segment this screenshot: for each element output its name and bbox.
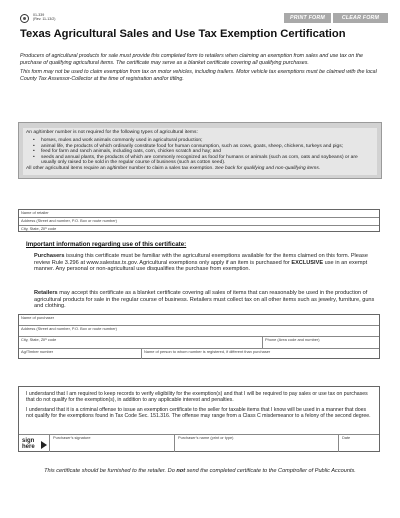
purchaser-phone-field[interactable]: Phone (Area code and number) bbox=[265, 337, 320, 342]
list-item: • seeds and annual plants, the products of which are commonly recognized as food for humans or animals (such as corn, oats and soybeans) or are usually only raised to be sold in the regular course of business (such as cotton seed). bbox=[33, 155, 373, 166]
form-header bbox=[20, 13, 390, 27]
retailer-section bbox=[18, 209, 380, 232]
date-field[interactable]: Date bbox=[342, 435, 351, 440]
ag-timber-number-field[interactable]: Ag/Timber number bbox=[21, 349, 54, 354]
form-title: Texas Agricultural Sales and Use Tax Exemption Certification bbox=[20, 28, 346, 40]
purchaser-signature-field[interactable]: Purchaser's signature bbox=[53, 435, 91, 440]
list-item: • horses, mules and work animals commonly used in agricultural production; bbox=[33, 138, 373, 144]
purchaser-name-field[interactable]: Name of purchaser bbox=[21, 315, 55, 320]
list-item: • feed for farm and ranch animals, including oats, corn, chicken scratch and hay; and bbox=[33, 149, 373, 155]
clear-form-button[interactable]: CLEAR FORM bbox=[333, 13, 388, 23]
intro-paragraph-2: This form may not be used to claim exemption from tax on motor vehicles, including trailers. Motor vehicle tax exemptions must be claimed with the local County Tax Assessor-Collector at the time of registration and/or titling. bbox=[20, 69, 377, 82]
retailer-address-field[interactable]: Address (Street and number, P.O. Box or route number) bbox=[21, 218, 117, 223]
certification-statement-1: I understand that I am required to keep records to verify eligibility for the exemption(s) and that I will be required to pay sales or use tax on purchases that do not qualify for the exemption(s), in addition to any applicable interest and penalties. bbox=[26, 391, 368, 404]
intro-paragraph-1: Producers of agricultural products for sale must provide this completed form to retailers when claiming an exemption from sales and use tax on the purchase of qualifying agricultural items. The certificate may serve as a blanket certificate covering all qualifying purchases. bbox=[20, 53, 363, 66]
footer-note: This certificate should be furnished to the retailer. Do not send the completed certificate to the Comptroller of Public Accounts. bbox=[44, 468, 356, 474]
purchasers-paragraph: Purchasers issuing this certificate must be familiar with the agricultural exemptions available for the items claimed on this form. Please review Rule 3.296 at www.salestax.tx.gov. Agricultural exemptions only apply if an item is purchased for EXCLUSIVE use in an exempt manner. Any personal or non-agricultural use disqualifies the purchase from exemption. bbox=[34, 253, 368, 273]
arrow-right-icon bbox=[41, 441, 47, 449]
purchaser-address-field[interactable]: Address (Street and number, P.O. Box or route number) bbox=[21, 326, 117, 331]
purchaser-city-field[interactable]: City, State, ZIP code bbox=[21, 337, 57, 342]
exempt-items-list bbox=[33, 138, 373, 166]
certification-statement-2: I understand that it is a criminal offense to issue an exemption certificate to the seller for taxable items that I know will be used in a manner that does not qualify for the exemptions found in Tax Code Sec. 151.316. The offense may range from a Class C misdemeanor to a felony of the second degree. bbox=[26, 407, 371, 420]
list-item: • animal life, the products of which ordinarily constitute food for human consumption, such as cows, goats, sheep, chickens, turkeys and pigs; bbox=[33, 144, 373, 150]
certification-box bbox=[18, 386, 380, 452]
form-number: 01-339 (Rev. 11-13/2) bbox=[33, 13, 56, 22]
registered-person-field[interactable]: Name of person to whom number is registered, if different than purchaser bbox=[144, 349, 271, 354]
sign-here-label: sign here bbox=[22, 438, 35, 450]
print-form-button[interactable]: PRINT FORM bbox=[284, 13, 331, 23]
purchaser-section bbox=[18, 314, 380, 359]
purchaser-printed-name-field[interactable]: Purchaser's name (print or type) bbox=[178, 435, 234, 440]
retailer-city-field[interactable]: City, State, ZIP code bbox=[21, 226, 57, 231]
important-info-title: Important information regarding use of this certificate: bbox=[26, 241, 187, 248]
comptroller-seal-icon bbox=[20, 14, 29, 23]
exempt-items-lead: An ag/timber number is not required for the following types of agricultural items: bbox=[26, 130, 198, 135]
retailer-name-field[interactable]: Name of retailer bbox=[21, 210, 49, 215]
signature-row bbox=[19, 434, 379, 451]
exempt-items-box bbox=[18, 122, 382, 179]
exempt-items-closing: All other agricultural items require an ag/timber number to claim a sales tax exemption. See back for qualifying and non-qualifying items. bbox=[26, 166, 321, 171]
retailers-paragraph: Retailers may accept this certificate as a blanket certificate covering all sales of items that can reasonably be used in the production of agricultural products for sale in the regular course of business. Retailers must collect tax on all other items such as jewelry, furniture, guns and clothing. bbox=[34, 290, 375, 310]
